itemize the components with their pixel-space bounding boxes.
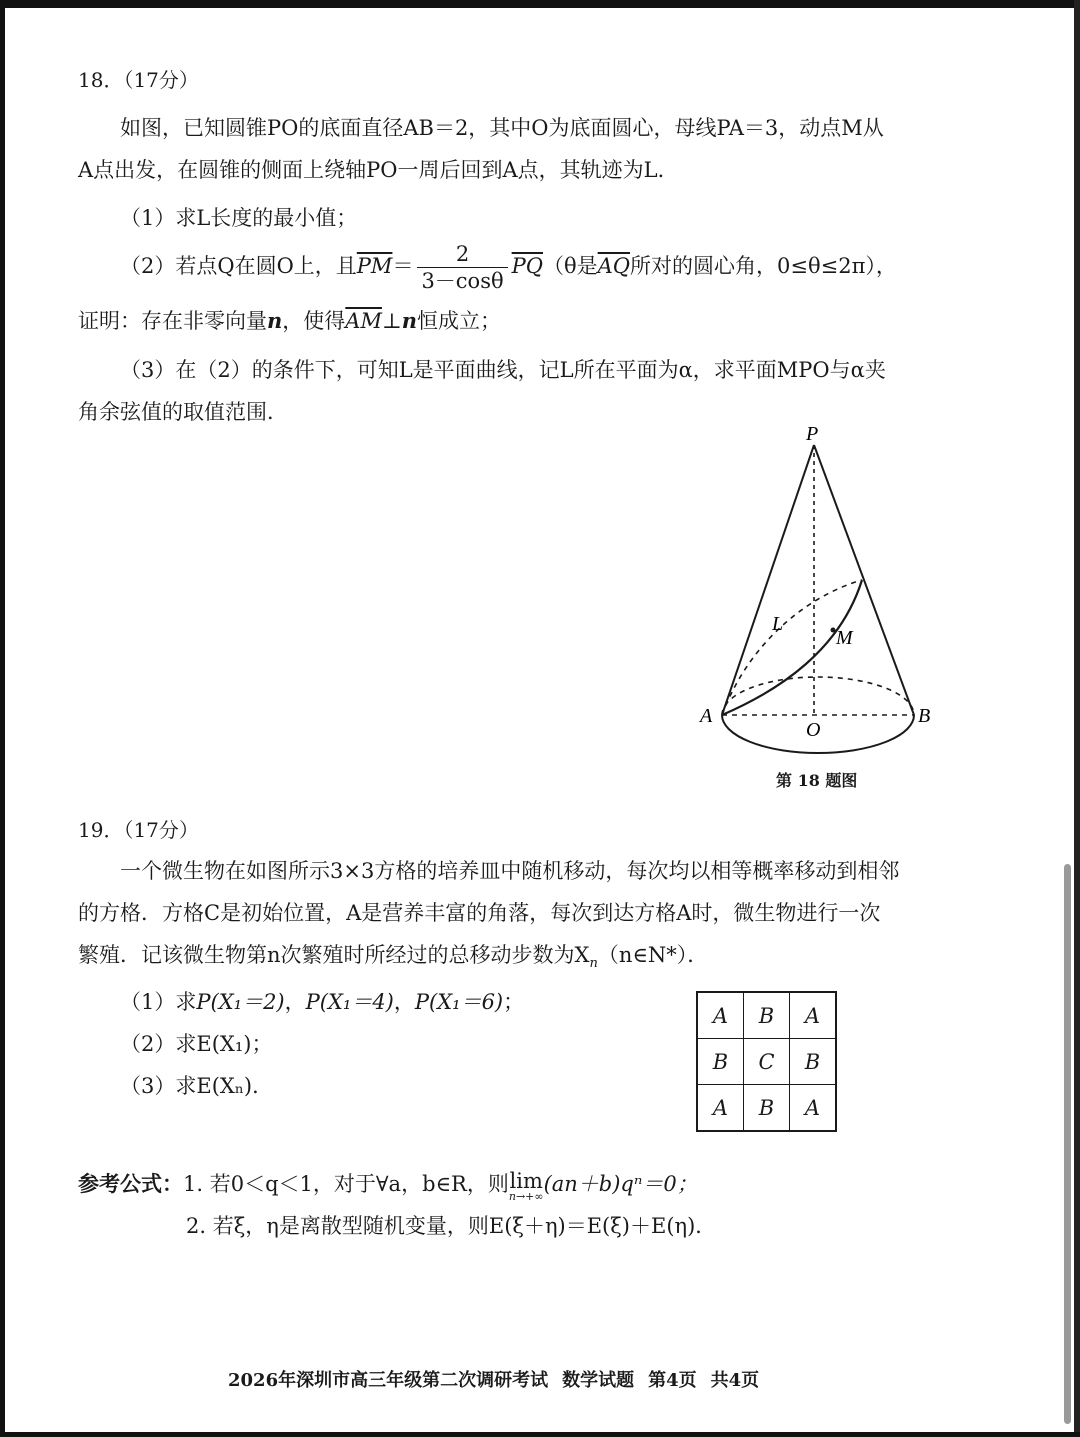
subscript-n: n [589,956,598,972]
q18-part2-line1 [120,238,897,294]
q18-part2-paren: （θ是 [542,254,598,278]
label-o: O [806,719,821,741]
fraction-denominator: 3－cosθ [421,269,504,293]
lim-subscript: n→+∞ [508,1190,544,1203]
q18-header: 18．（17分） [78,68,199,92]
q19-line3-suffix: （n∈N*）． [597,943,709,967]
figure-caption: 第 18 题图 [776,771,858,790]
footer-title: 2026年深圳市高三年级第二次调研考试 [228,1370,549,1391]
grid-cell: A [697,1085,744,1132]
cone-side-pb [814,445,914,715]
grid-cell: B [697,1039,744,1085]
prob-expr-1: P(X₁＝2) [196,990,285,1014]
fraction-numerator: 2 [417,241,507,268]
q19-part3: （3）求E(Xₙ)． [120,1074,274,1098]
q19-part1 [120,988,524,1016]
q19-stem-line3 [78,941,708,978]
vector-am: $\overline{AM}$ [345,309,382,333]
grid-cell: A [697,992,744,1039]
grid-cell: C [744,1039,790,1085]
label-a: A [700,705,713,727]
separator-1: ， [284,990,306,1014]
petri-grid [696,991,837,1132]
q19-stem-line2: 的方格．方格C是初始位置，A是营养丰富的角落，每次到达方格A时，微生物进行一次 [78,901,881,925]
vector-pq: $\overline{PQ}$ [511,254,543,278]
reference-line1 [78,1170,698,1202]
lim-text: lim [509,1169,543,1193]
label-l: L [772,613,784,635]
vector-n: n [267,308,283,333]
q18-part1: （1）求L长度的最小值； [120,206,358,230]
grid-cell: B [744,1085,790,1132]
arc-aq: $\overline{AQ}$ [597,254,631,278]
q18-proof-prefix: 证明：存在非零向量 [78,309,267,333]
q18-part3-line1: （3）在（2）的条件下，可知L是平面曲线，记L所在平面为α，求平面MPO与α夹 [120,358,886,382]
formula-1-prefix: 1. 若0＜q＜1，对于∀a，b∈R，则 [183,1172,509,1196]
footer-total: 共4页 [710,1370,760,1391]
reference-formula-2: 2. 若ξ，η是离散型随机变量，则E(ξ＋η)＝E(ξ)＋E(η)． [186,1214,717,1238]
footer-subject: 数学试题 [562,1370,635,1391]
limit-operator [509,1170,544,1202]
page-footer [228,1366,773,1392]
footer-page: 第4页 [648,1370,697,1391]
label-b: B [918,705,931,727]
prob-expr-3: P(X₁＝6) [414,990,504,1014]
q18-stem-line1: 如图，已知圆锥PO的底面直径AB＝2，其中O为底面圆心，母线PA＝3，动点M从 [120,116,884,140]
q19-part1-label: （1）求 [120,990,197,1014]
perp-symbol: ⊥ [381,309,402,333]
vector-n-2: n [401,308,417,333]
prob-expr-2: P(X₁＝4) [305,990,394,1014]
grid-cell: A [790,1085,837,1132]
q19-header: 19．（17分） [78,818,199,842]
equals-sign: ＝ [392,254,414,278]
q18-part3-line2: 角余弦值的取值范围． [78,400,288,424]
grid-cell: B [790,1039,837,1085]
q18-proof-mid: ，使得 [282,309,346,333]
cone-figure [690,420,950,760]
fraction [417,241,507,294]
screen-top-edge [0,0,1080,8]
formula-1-expr: (an＋b)qⁿ＝0； [543,1172,698,1196]
grid-cell: A [790,992,837,1039]
cone-side-pa [722,445,814,715]
screen-left-edge [0,0,5,1437]
vector-pm: $\overline{PM}$ [356,254,393,278]
point-m [831,628,836,633]
q18-part2-line2 [78,307,501,335]
q19-part2: （2）求E(X₁)； [120,1032,273,1056]
q19-stem-line1: 一个微生物在如图所示3×3方格的培养皿中随机移动，每次均以相等概率移动到相邻 [120,859,900,883]
screen-right-edge [1074,0,1080,1437]
base-back-arc [722,677,914,715]
label-m: M [836,627,853,649]
q18-part2-suffix: 所对的圆心角，0≤θ≤2π）， [630,254,897,278]
q19-line3-prefix: 繁殖．记该微生物第n次繁殖时所经过的总移动步数为X [78,943,590,967]
scrollbar-thumb[interactable] [1064,864,1071,1424]
separator-2: ， [393,990,415,1014]
part1-end: ； [503,990,525,1014]
q18-stem-line2: A点出发，在圆锥的侧面上绕轴PO一周后回到A点，其轨迹为L． [78,158,679,182]
grid-cell: B [744,992,790,1039]
q18-proof-suffix: 恒成立； [416,309,501,333]
screen-bottom-edge [0,1432,1080,1437]
q18-part2-prefix: （2）若点Q在圆O上，且 [120,254,357,278]
label-p: P [806,423,819,445]
reference-label: 参考公式： [78,1171,183,1196]
